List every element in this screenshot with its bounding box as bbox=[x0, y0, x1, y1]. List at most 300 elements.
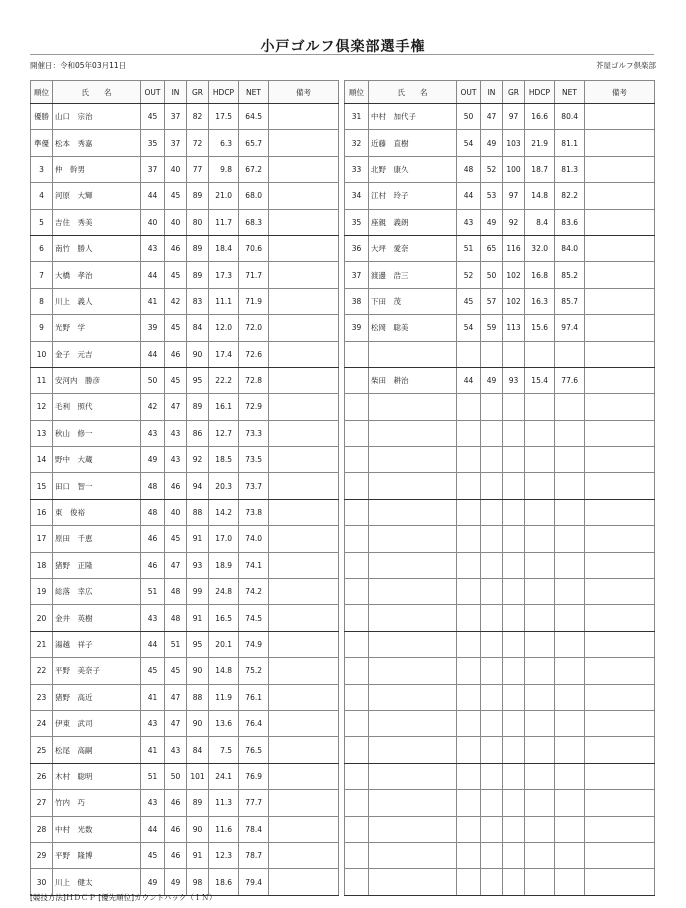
table-row bbox=[345, 579, 655, 605]
net-score-cell: 72.9 bbox=[239, 394, 269, 420]
out-score-cell: 49 bbox=[141, 447, 165, 473]
player-name-cell: 松尾 高嗣 bbox=[53, 737, 141, 763]
player-name-cell: 野中 大蔵 bbox=[53, 447, 141, 473]
rank-cell: 37 bbox=[345, 262, 369, 288]
rank-cell: 21 bbox=[31, 631, 53, 657]
note-cell bbox=[269, 605, 339, 631]
in-score-cell: 37 bbox=[165, 130, 187, 156]
gross-score-cell bbox=[503, 684, 525, 710]
gross-score-cell: 89 bbox=[187, 262, 209, 288]
col-header-rank: 順位 bbox=[31, 81, 53, 104]
player-name-cell: 渡邊 浩三 bbox=[369, 262, 457, 288]
rank-cell: 11 bbox=[31, 367, 53, 393]
out-score-cell bbox=[457, 816, 481, 842]
in-score-cell bbox=[481, 737, 503, 763]
note-cell bbox=[269, 499, 339, 525]
out-score-cell: 44 bbox=[457, 183, 481, 209]
table-row bbox=[31, 209, 339, 235]
rank-cell: 34 bbox=[345, 183, 369, 209]
player-name-cell: 木村 聡明 bbox=[53, 763, 141, 789]
handicap-cell: 9.8 bbox=[209, 156, 239, 182]
gross-score-cell bbox=[503, 842, 525, 868]
handicap-cell: 12.3 bbox=[209, 842, 239, 868]
gross-score-cell: 72 bbox=[187, 130, 209, 156]
event-date: 開催日：令和05年03月11日 bbox=[30, 61, 127, 70]
rank-cell: 19 bbox=[31, 579, 53, 605]
note-cell bbox=[585, 499, 655, 525]
player-name-cell: 金井 英樹 bbox=[53, 605, 141, 631]
in-score-cell: 45 bbox=[165, 658, 187, 684]
out-score-cell: 44 bbox=[141, 631, 165, 657]
in-score-cell bbox=[481, 447, 503, 473]
gross-score-cell: 82 bbox=[187, 104, 209, 130]
gross-score-cell: 89 bbox=[187, 394, 209, 420]
table-row bbox=[31, 526, 339, 552]
gross-score-cell: 91 bbox=[187, 605, 209, 631]
player-name-cell: 吉住 秀美 bbox=[53, 209, 141, 235]
net-score-cell: 78.7 bbox=[239, 842, 269, 868]
gross-score-cell: 102 bbox=[503, 288, 525, 314]
out-score-cell: 45 bbox=[457, 288, 481, 314]
player-name-cell: 金子 元吉 bbox=[53, 341, 141, 367]
out-score-cell bbox=[457, 842, 481, 868]
table-row bbox=[345, 367, 655, 393]
gross-score-cell: 89 bbox=[187, 235, 209, 261]
col-header-out: OUT bbox=[457, 81, 481, 104]
out-score-cell: 51 bbox=[457, 235, 481, 261]
player-name-cell: 仲 幹男 bbox=[53, 156, 141, 182]
note-cell bbox=[585, 710, 655, 736]
handicap-cell: 11.1 bbox=[209, 288, 239, 314]
player-name-cell: 猪野 高近 bbox=[53, 684, 141, 710]
note-cell bbox=[269, 552, 339, 578]
net-score-cell: 73.5 bbox=[239, 447, 269, 473]
gross-score-cell: 103 bbox=[503, 130, 525, 156]
note-cell bbox=[269, 473, 339, 499]
rank-cell bbox=[345, 631, 369, 657]
out-score-cell bbox=[457, 499, 481, 525]
gross-score-cell: 80 bbox=[187, 209, 209, 235]
net-score-cell bbox=[555, 631, 585, 657]
table-row bbox=[345, 552, 655, 578]
player-name-cell bbox=[369, 605, 457, 631]
table-row bbox=[345, 235, 655, 261]
rank-cell bbox=[345, 526, 369, 552]
in-score-cell: 57 bbox=[481, 288, 503, 314]
out-score-cell: 54 bbox=[457, 130, 481, 156]
note-cell bbox=[585, 288, 655, 314]
gross-score-cell bbox=[503, 499, 525, 525]
handicap-cell bbox=[525, 473, 555, 499]
col-header-gr: GR bbox=[187, 81, 209, 104]
gross-score-cell: 92 bbox=[187, 447, 209, 473]
in-score-cell: 53 bbox=[481, 183, 503, 209]
player-name-cell bbox=[369, 526, 457, 552]
note-cell bbox=[585, 209, 655, 235]
in-score-cell bbox=[481, 552, 503, 578]
table-row bbox=[31, 130, 339, 156]
gross-score-cell: 98 bbox=[187, 869, 209, 895]
handicap-cell bbox=[525, 341, 555, 367]
player-name-cell: 座親 義朗 bbox=[369, 209, 457, 235]
in-score-cell: 46 bbox=[165, 341, 187, 367]
note-cell bbox=[269, 526, 339, 552]
gross-score-cell: 90 bbox=[187, 710, 209, 736]
table-row bbox=[345, 605, 655, 631]
rank-cell: 4 bbox=[31, 183, 53, 209]
out-score-cell: 44 bbox=[141, 341, 165, 367]
handicap-cell: 16.1 bbox=[209, 394, 239, 420]
player-name-cell: 柴田 耕治 bbox=[369, 367, 457, 393]
handicap-cell bbox=[525, 869, 555, 895]
table-row bbox=[31, 579, 339, 605]
rank-cell bbox=[345, 737, 369, 763]
table-row bbox=[345, 631, 655, 657]
handicap-cell: 16.6 bbox=[525, 104, 555, 130]
net-score-cell: 85.2 bbox=[555, 262, 585, 288]
handicap-cell: 20.1 bbox=[209, 631, 239, 657]
rank-cell: 38 bbox=[345, 288, 369, 314]
handicap-cell bbox=[525, 499, 555, 525]
note-cell bbox=[585, 869, 655, 895]
handicap-cell bbox=[525, 579, 555, 605]
table-row bbox=[31, 367, 339, 393]
gross-score-cell: 94 bbox=[187, 473, 209, 499]
out-score-cell: 52 bbox=[457, 262, 481, 288]
net-score-cell bbox=[555, 447, 585, 473]
out-score-cell bbox=[457, 473, 481, 499]
in-score-cell: 47 bbox=[165, 394, 187, 420]
out-score-cell: 42 bbox=[141, 394, 165, 420]
gross-score-cell: 97 bbox=[503, 183, 525, 209]
table-row bbox=[31, 710, 339, 736]
note-cell bbox=[269, 579, 339, 605]
out-score-cell bbox=[457, 552, 481, 578]
out-score-cell bbox=[457, 658, 481, 684]
net-score-cell: 72.8 bbox=[239, 367, 269, 393]
col-header-note: 備考 bbox=[585, 81, 655, 104]
in-score-cell: 45 bbox=[165, 315, 187, 341]
gross-score-cell: 91 bbox=[187, 526, 209, 552]
handicap-cell bbox=[525, 790, 555, 816]
note-cell bbox=[269, 684, 339, 710]
net-score-cell: 64.5 bbox=[239, 104, 269, 130]
player-name-cell bbox=[369, 552, 457, 578]
net-score-cell: 72.6 bbox=[239, 341, 269, 367]
player-name-cell bbox=[369, 737, 457, 763]
page-title: 小戸ゴルフ倶楽部選手権 bbox=[260, 39, 426, 55]
out-score-cell: 43 bbox=[141, 710, 165, 736]
table-row bbox=[31, 156, 339, 182]
handicap-cell: 7.5 bbox=[209, 737, 239, 763]
player-name-cell bbox=[369, 420, 457, 446]
handicap-cell: 13.6 bbox=[209, 710, 239, 736]
player-name-cell: 河原 大輝 bbox=[53, 183, 141, 209]
in-score-cell bbox=[481, 869, 503, 895]
note-cell bbox=[585, 473, 655, 499]
table-row bbox=[31, 763, 339, 789]
gross-score-cell: 93 bbox=[187, 552, 209, 578]
in-score-cell: 47 bbox=[481, 104, 503, 130]
player-name-cell: 伊東 武司 bbox=[53, 710, 141, 736]
net-score-cell: 76.4 bbox=[239, 710, 269, 736]
player-name-cell: 中村 光数 bbox=[53, 816, 141, 842]
out-score-cell: 45 bbox=[141, 104, 165, 130]
note-cell bbox=[269, 447, 339, 473]
handicap-cell bbox=[525, 552, 555, 578]
gross-score-cell: 101 bbox=[187, 763, 209, 789]
out-score-cell bbox=[457, 631, 481, 657]
note-cell bbox=[269, 658, 339, 684]
rank-cell: 39 bbox=[345, 315, 369, 341]
rank-cell: 26 bbox=[31, 763, 53, 789]
handicap-cell bbox=[525, 842, 555, 868]
net-score-cell bbox=[555, 763, 585, 789]
out-score-cell: 45 bbox=[141, 658, 165, 684]
player-name-cell: 田口 智一 bbox=[53, 473, 141, 499]
out-score-cell: 44 bbox=[141, 262, 165, 288]
in-score-cell bbox=[481, 658, 503, 684]
col-header-name: 氏 名 bbox=[369, 81, 457, 104]
net-score-cell bbox=[555, 737, 585, 763]
in-score-cell: 40 bbox=[165, 499, 187, 525]
note-cell bbox=[585, 104, 655, 130]
table-row bbox=[31, 499, 339, 525]
handicap-cell bbox=[525, 526, 555, 552]
rank-cell bbox=[345, 394, 369, 420]
handicap-cell: 18.9 bbox=[209, 552, 239, 578]
rank-cell: 16 bbox=[31, 499, 53, 525]
note-cell bbox=[585, 605, 655, 631]
gross-score-cell: 77 bbox=[187, 156, 209, 182]
handicap-cell bbox=[525, 447, 555, 473]
table-row bbox=[31, 315, 339, 341]
table-row bbox=[345, 447, 655, 473]
handicap-cell bbox=[525, 631, 555, 657]
out-score-cell: 49 bbox=[141, 869, 165, 895]
table-row bbox=[31, 737, 339, 763]
rank-cell: 27 bbox=[31, 790, 53, 816]
net-score-cell: 65.7 bbox=[239, 130, 269, 156]
handicap-cell: 32.0 bbox=[525, 235, 555, 261]
in-score-cell: 52 bbox=[481, 156, 503, 182]
in-score-cell: 50 bbox=[481, 262, 503, 288]
rank-cell: 20 bbox=[31, 605, 53, 631]
table-row bbox=[31, 288, 339, 314]
note-cell bbox=[269, 710, 339, 736]
table-row bbox=[345, 790, 655, 816]
rank-cell bbox=[345, 763, 369, 789]
in-score-cell: 48 bbox=[165, 605, 187, 631]
rank-cell bbox=[345, 816, 369, 842]
out-score-cell: 43 bbox=[141, 420, 165, 446]
rank-cell bbox=[345, 341, 369, 367]
note-cell bbox=[585, 315, 655, 341]
gross-score-cell: 90 bbox=[187, 816, 209, 842]
out-score-cell: 45 bbox=[141, 842, 165, 868]
note-cell bbox=[585, 842, 655, 868]
player-name-cell bbox=[369, 684, 457, 710]
gross-score-cell: 92 bbox=[503, 209, 525, 235]
rank-cell: 31 bbox=[345, 104, 369, 130]
note-cell bbox=[585, 737, 655, 763]
club-name: 芥屋ゴルフ倶楽部 bbox=[596, 61, 656, 70]
player-name-cell: 北野 康久 bbox=[369, 156, 457, 182]
handicap-cell: 11.3 bbox=[209, 790, 239, 816]
out-score-cell: 35 bbox=[141, 130, 165, 156]
net-score-cell: 81.1 bbox=[555, 130, 585, 156]
player-name-cell: 東 俊裕 bbox=[53, 499, 141, 525]
note-cell bbox=[269, 763, 339, 789]
net-score-cell: 68.0 bbox=[239, 183, 269, 209]
col-header-net: NET bbox=[555, 81, 585, 104]
note-cell bbox=[585, 552, 655, 578]
gross-score-cell bbox=[503, 526, 525, 552]
gross-score-cell bbox=[503, 658, 525, 684]
in-score-cell bbox=[481, 526, 503, 552]
table-row bbox=[345, 183, 655, 209]
out-score-cell: 51 bbox=[141, 579, 165, 605]
net-score-cell bbox=[555, 790, 585, 816]
note-cell bbox=[269, 341, 339, 367]
table-row bbox=[345, 262, 655, 288]
gross-score-cell: 90 bbox=[187, 341, 209, 367]
table-row bbox=[345, 341, 655, 367]
player-name-cell: 江村 玲子 bbox=[369, 183, 457, 209]
table-row bbox=[345, 209, 655, 235]
net-score-cell: 97.4 bbox=[555, 315, 585, 341]
net-score-cell: 73.8 bbox=[239, 499, 269, 525]
rank-cell: 22 bbox=[31, 658, 53, 684]
player-name-cell: 大坪 愛奈 bbox=[369, 235, 457, 261]
handicap-cell: 12.0 bbox=[209, 315, 239, 341]
handicap-cell: 22.2 bbox=[209, 367, 239, 393]
player-name-cell: 中村 加代子 bbox=[369, 104, 457, 130]
in-score-cell: 49 bbox=[481, 130, 503, 156]
table-row bbox=[31, 183, 339, 209]
table-row bbox=[345, 710, 655, 736]
player-name-cell bbox=[369, 631, 457, 657]
net-score-cell bbox=[555, 473, 585, 499]
net-score-cell: 75.2 bbox=[239, 658, 269, 684]
in-score-cell: 45 bbox=[165, 526, 187, 552]
net-score-cell: 73.3 bbox=[239, 420, 269, 446]
handicap-cell: 15.6 bbox=[525, 315, 555, 341]
gross-score-cell bbox=[503, 552, 525, 578]
in-score-cell bbox=[481, 790, 503, 816]
net-score-cell bbox=[555, 605, 585, 631]
net-score-cell: 81.3 bbox=[555, 156, 585, 182]
handicap-cell: 20.3 bbox=[209, 473, 239, 499]
note-cell bbox=[585, 790, 655, 816]
gross-score-cell: 116 bbox=[503, 235, 525, 261]
out-score-cell: 44 bbox=[457, 367, 481, 393]
note-cell bbox=[269, 367, 339, 393]
rank-cell: 8 bbox=[31, 288, 53, 314]
note-cell bbox=[585, 763, 655, 789]
player-name-cell bbox=[369, 499, 457, 525]
gross-score-cell bbox=[503, 816, 525, 842]
table-row bbox=[31, 420, 339, 446]
player-name-cell: 下田 茂 bbox=[369, 288, 457, 314]
in-score-cell bbox=[481, 473, 503, 499]
player-name-cell: 光野 学 bbox=[53, 315, 141, 341]
gross-score-cell: 113 bbox=[503, 315, 525, 341]
player-name-cell: 猪野 正隆 bbox=[53, 552, 141, 578]
rank-cell bbox=[345, 658, 369, 684]
net-score-cell: 71.9 bbox=[239, 288, 269, 314]
handicap-cell: 12.7 bbox=[209, 420, 239, 446]
gross-score-cell bbox=[503, 869, 525, 895]
net-score-cell bbox=[555, 842, 585, 868]
player-name-cell: 竹内 巧 bbox=[53, 790, 141, 816]
note-cell bbox=[269, 394, 339, 420]
in-score-cell bbox=[481, 710, 503, 736]
table-row bbox=[345, 394, 655, 420]
player-name-cell: 湯越 祥子 bbox=[53, 631, 141, 657]
out-score-cell: 46 bbox=[141, 552, 165, 578]
gross-score-cell: 84 bbox=[187, 737, 209, 763]
in-score-cell: 49 bbox=[481, 209, 503, 235]
out-score-cell bbox=[457, 684, 481, 710]
out-score-cell: 43 bbox=[141, 605, 165, 631]
net-score-cell: 72.0 bbox=[239, 315, 269, 341]
in-score-cell: 45 bbox=[165, 183, 187, 209]
out-score-cell bbox=[457, 341, 481, 367]
note-cell bbox=[585, 579, 655, 605]
player-name-cell: 南竹 勝人 bbox=[53, 235, 141, 261]
player-name-cell bbox=[369, 394, 457, 420]
handicap-cell bbox=[525, 394, 555, 420]
net-score-cell: 78.4 bbox=[239, 816, 269, 842]
player-name-cell bbox=[369, 579, 457, 605]
col-header-hdcp: HDCP bbox=[209, 81, 239, 104]
rank-cell: 9 bbox=[31, 315, 53, 341]
in-score-cell: 49 bbox=[481, 367, 503, 393]
table-row bbox=[345, 869, 655, 895]
gross-score-cell bbox=[503, 710, 525, 736]
table-row bbox=[31, 842, 339, 868]
in-score-cell: 40 bbox=[165, 209, 187, 235]
table-row bbox=[31, 816, 339, 842]
table-row bbox=[345, 763, 655, 789]
handicap-cell: 11.7 bbox=[209, 209, 239, 235]
rank-cell: 32 bbox=[345, 130, 369, 156]
in-score-cell: 43 bbox=[165, 420, 187, 446]
table-row bbox=[345, 737, 655, 763]
handicap-cell: 14.8 bbox=[525, 183, 555, 209]
rank-cell: 24 bbox=[31, 710, 53, 736]
table-row bbox=[345, 499, 655, 525]
handicap-cell bbox=[525, 420, 555, 446]
note-cell bbox=[585, 394, 655, 420]
handicap-cell: 21.0 bbox=[209, 183, 239, 209]
out-score-cell: 46 bbox=[141, 526, 165, 552]
player-name-cell bbox=[369, 658, 457, 684]
note-cell bbox=[269, 816, 339, 842]
out-score-cell bbox=[457, 579, 481, 605]
rank-cell bbox=[345, 579, 369, 605]
in-score-cell: 49 bbox=[165, 869, 187, 895]
note-cell bbox=[269, 235, 339, 261]
table-row bbox=[345, 420, 655, 446]
note-cell bbox=[585, 156, 655, 182]
handicap-cell: 14.2 bbox=[209, 499, 239, 525]
table-row bbox=[31, 658, 339, 684]
table-row bbox=[345, 526, 655, 552]
rank-cell: 30 bbox=[31, 869, 53, 895]
gross-score-cell: 102 bbox=[503, 262, 525, 288]
